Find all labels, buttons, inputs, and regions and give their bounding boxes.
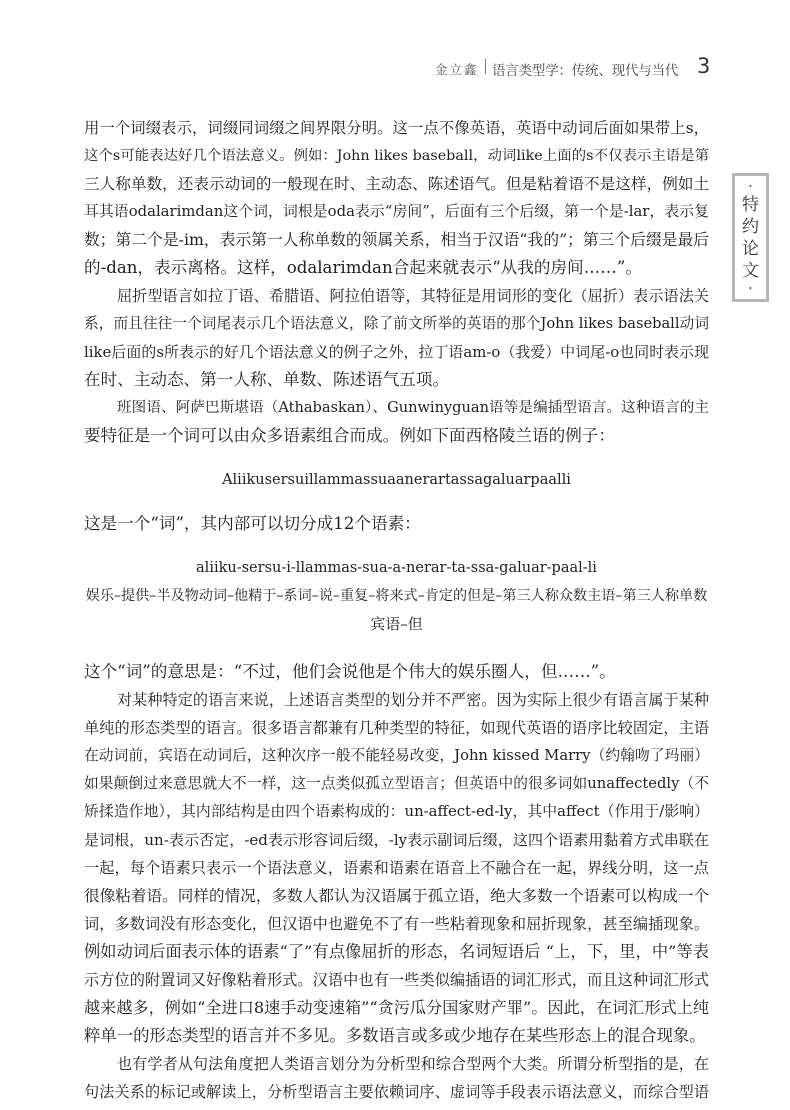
text-line: 是词根，un-表示否定，-ed表示形容词后缀，-ly表示副词后缀，这四个语素用黏着方式串联在 — [84, 831, 709, 849]
segmented-word: aliiku-sersu-i-llammas-sua-a-nerar-ta-ssa-galuar-paal-li — [196, 560, 597, 576]
text-line: 的-dan，表示离格。这样，odalarimdan合起来就表示“从我的房间……”。 — [84, 258, 642, 277]
text-line: 很像粘着语。同样的情况，多数人都认为汉语属于孤立语，绝大多数一个语素可以构成一个 — [84, 887, 709, 905]
running-header — [435, 56, 735, 80]
text-line: 一起，每个语素只表示一个语法意义，语素和语素在语音上不融合在一起，界线分明，这一点 — [84, 859, 709, 877]
text-line: 这是一个“词”，其内部可以切分成12个语素： — [84, 514, 421, 533]
text-line: 单纯的形态类型的语言。很多语言都兼有几种类型的特征，如现代英语的语序比较固定，主语 — [84, 719, 709, 737]
spacer — [84, 638, 709, 658]
text-line: 越来越多，例如“全进口8速手动变速箱”“贪污瓜分国家财产罪”。因此，在词汇形式上纯 — [84, 998, 709, 1017]
text-line: 三人称单数，还表示动词的一般现在时、主动态、陈述语气。但是粘着语不是这样，例如土 — [84, 175, 709, 193]
example-word: Aliikusersuillammassuaanerartassagaluarpaalli — [222, 472, 571, 488]
author-name: 金立鑫 — [435, 62, 479, 77]
text-line: 这个“词”的意思是：“不过，他们会说他是个伟大的娱乐圈人，但……”。 — [84, 662, 616, 681]
tab-char: 特 — [742, 194, 759, 215]
text-line: 粹单一的形态类型的语言并不多见。多数语言或多或少地存在某些形态上的混合现象。 — [84, 1026, 706, 1045]
text-line: 句法关系的标记或解读上，分析型语言主要依赖词序、虚词等手段表示语法意义，而综合型语 — [84, 1083, 709, 1101]
tab-dot-bottom: · — [748, 280, 753, 297]
tab-char: 约 — [742, 216, 759, 237]
morpheme-gloss-line-1: 娱乐–提供–半及物动词–他精于–系词–说–重复–将来式–肯定的但是–第三人称众数主语–第三人称单数 — [85, 588, 708, 604]
text-line: 系，而且往往一个词尾表示几个语法意义，除了前文所举的英语的那个John likes baseball动词 — [84, 315, 709, 332]
text-line: 屈折型语言如拉丁语、希腊语、阿拉伯语等，其特征是用词形的变化（屈折）表示语法关 — [117, 287, 709, 305]
text-line: like后面的s所表示的好几个语法意义的例子之外，拉丁语am-o（我爱）中词尾-o也同时表示现 — [84, 343, 709, 361]
spacer — [84, 450, 709, 466]
tab-char: 文 — [742, 260, 759, 281]
spacer — [84, 494, 709, 510]
section-side-tab — [732, 173, 769, 302]
paragraph-agglutinative-continued — [84, 114, 709, 282]
paragraph-fusional — [84, 282, 709, 394]
text-line: 这个s可能表达好几个语法意义。例如：John likes baseball，动词like上面的s不仅表示主语是第 — [84, 148, 709, 164]
text-line: 例如动词后面表示体的语素“了”有点像屈折的形态，名词短语后 “上，下，里，中”等表 — [84, 942, 709, 961]
text-line: 对某种特定的语言来说，上述语言类型的划分并不严密。因为实际上很少有语言属于某种 — [117, 691, 709, 709]
paragraph-mixed-types — [84, 686, 709, 1050]
text-line: 班图语、阿萨巴斯堪语（Athabaskan）、Gunwinyguan语等是编插型语言。这种语言的主 — [117, 399, 709, 416]
paragraph-polysynthetic — [84, 394, 709, 450]
text-line: 数；第二个是-im，表示第一人称单数的领属关系，相当于汉语“我的”；第三个后缀是最后 — [84, 230, 709, 249]
tab-char: 论 — [742, 238, 759, 259]
article-title: 语言类型学：传统、现代与当代 — [492, 63, 679, 79]
text-line: 示方位的附置词又好像粘着形式。汉语中也有一些类似编插语的词汇形式，而且这种词汇形式 — [84, 971, 709, 989]
paragraph-analytic-synthetic — [84, 1050, 709, 1106]
text-line: 词，多数词没有形态变化，但汉语中也避免不了有一些粘着现象和屈折现象，甚至编插现象。 — [84, 915, 709, 933]
header-divider — [485, 59, 486, 74]
page-number: 3 — [697, 54, 711, 78]
text-line: 耳其语odalarimdan这个词，词根是oda表示“房间”，后面有三个后缀，第一个是-lar，表示复 — [84, 203, 709, 220]
text-line: 如果颠倒过来意思就大不一样，这一点类似孤立型语言；但英语中的很多词如unaffectedly（不 — [84, 775, 709, 792]
article-body — [84, 114, 709, 1106]
text-line: 用一个词缀表示，词缀同词缀之间界限分明。这一点不像英语，英语中动词后面如果带上s， — [84, 119, 709, 137]
text-line: 在动词前，宾语在动词后，这种次序一般不能轻易改变，John kissed Marry（约翰吻了玛丽） — [84, 747, 709, 764]
tab-dot-top: · — [748, 178, 753, 195]
spacer — [84, 538, 709, 554]
text-line: 在时、主动态、第一人称、单数、陈述语气五项。 — [84, 370, 450, 389]
text-line: 要特征是一个词可以由众多语素组合而成。例如下面西格陵兰语的例子： — [84, 426, 615, 445]
text-line: 也有学者从句法角度把人类语言划分为分析型和综合型两个大类。所谓分析型指的是，在 — [117, 1055, 709, 1073]
morpheme-gloss-line-2: 宾语–但 — [370, 615, 423, 633]
text-line: 矫揉造作地），其内部结构是由四个语素构成的：un-affect-ed-ly，其中affect（作用于/影响） — [84, 803, 709, 820]
